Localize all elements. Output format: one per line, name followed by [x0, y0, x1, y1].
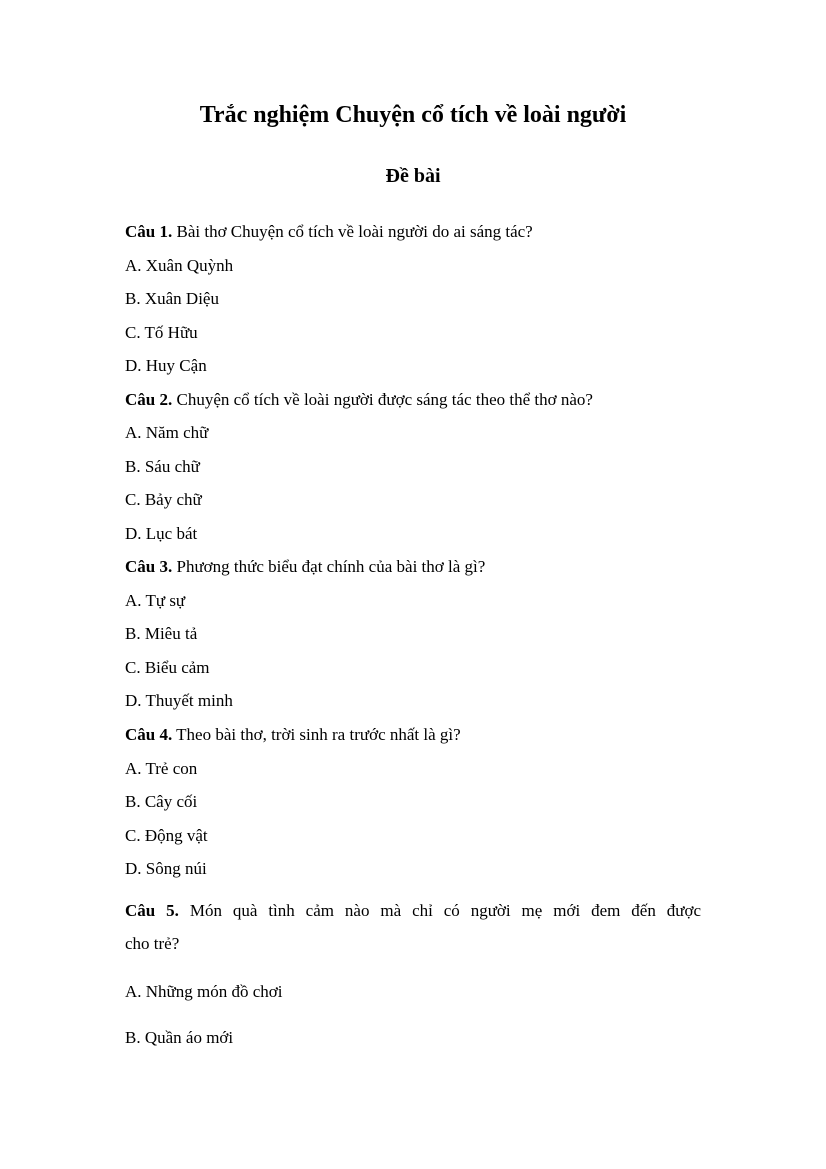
- question-3: [125, 555, 485, 579]
- question-label: Câu 1.: [125, 222, 173, 241]
- question-1-option-d: D. Huy Cận: [125, 356, 207, 375]
- question-5-option-b: B. Quần áo mới: [125, 1028, 234, 1047]
- question-label: Câu 4.: [125, 725, 173, 744]
- question-1: [125, 220, 533, 244]
- section-title: Đề bài: [385, 165, 441, 187]
- question-4-option-a: A. Trẻ con: [125, 759, 198, 778]
- question-3-option-a: A. Tự sự: [125, 591, 186, 610]
- question-label: Câu 3.: [125, 557, 173, 576]
- question-label: Câu 2.: [125, 390, 173, 409]
- question-4-option-d: D. Sông núi: [125, 859, 207, 878]
- question-5-continuation: cho trẻ?: [125, 934, 180, 953]
- question-2-option-c: C. Bảy chữ: [125, 490, 202, 509]
- question-1-option-c: C. Tố Hữu: [125, 323, 198, 342]
- question-3-option-c: C. Biểu cảm: [125, 658, 210, 677]
- question-3-option-b: B. Miêu tả: [125, 624, 198, 643]
- question-text: Phương thức biểu đạt chính của bài thơ là gì?: [172, 557, 486, 576]
- question-5-option-a: A. Những món đồ chơi: [125, 982, 283, 1001]
- question-1-option-a: A. Xuân Quỳnh: [125, 256, 234, 275]
- question-2: [125, 388, 593, 412]
- question-2-option-b: B. Sáu chữ: [125, 457, 200, 476]
- question-4-option-b: B. Cây cối: [125, 792, 198, 811]
- question-4-option-c: C. Động vật: [125, 826, 208, 845]
- question-text: Chuyện cổ tích về loài người được sáng tác theo thể thơ nào?: [172, 390, 593, 409]
- question-3-option-d: D. Thuyết minh: [125, 691, 233, 710]
- question-2-option-a: A. Năm chữ: [125, 423, 209, 442]
- document-title: Trắc nghiệm Chuyện cổ tích về loài người: [199, 102, 627, 128]
- question-4: [125, 723, 461, 747]
- question-label: Câu 5.: [125, 901, 179, 920]
- question-1-option-b: B. Xuân Diệu: [125, 289, 219, 308]
- question-2-option-d: D. Lục bát: [125, 524, 198, 543]
- question-text: Bài thơ Chuyện cổ tích về loài người do ai sáng tác?: [172, 222, 533, 241]
- question-text: Theo bài thơ, trời sinh ra trước nhất là gì?: [172, 725, 461, 744]
- question-5: [125, 899, 701, 923]
- question-text: Món quà tình cảm nào mà chỉ có người mẹ mới đem đến được: [178, 901, 701, 920]
